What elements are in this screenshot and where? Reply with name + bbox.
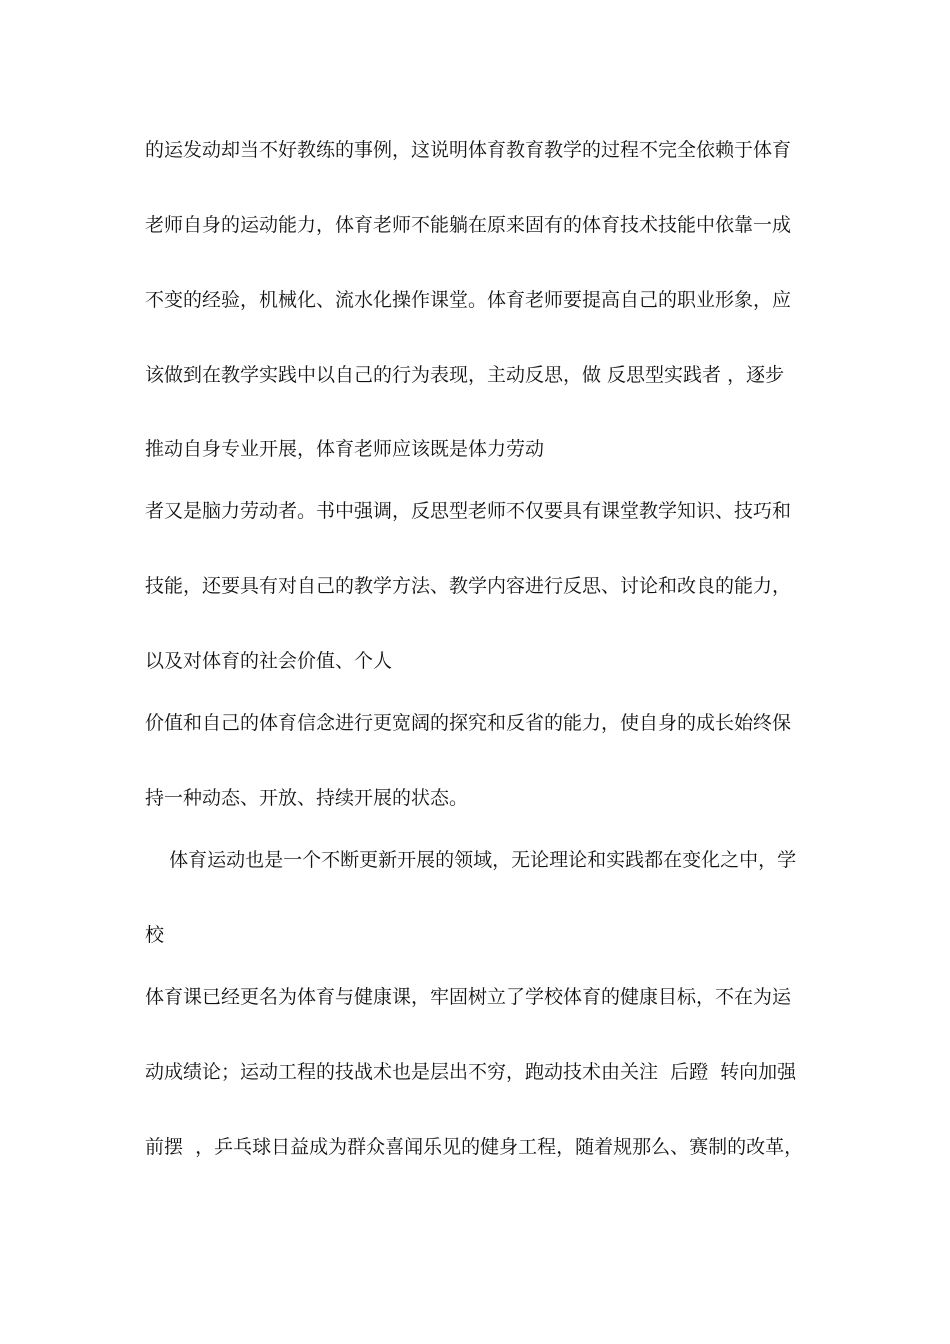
text-line: 校: [145, 924, 165, 946]
text-line: 技能，还要具有对自己的教学方法、教学内容进行反思、讨论和改良的能力，: [145, 575, 792, 597]
text-line: 该做到在教学实践中以自己的行为表现，主动反思，做 反思型实践者 ，逐步: [145, 364, 785, 386]
text-line: 体育课已经更名为体育与健康课，牢固树立了学校体育的健康目标，不在为运: [145, 986, 792, 1008]
text-line: 以及对体育的社会价值、个人: [145, 650, 393, 672]
text-line: 持一种动态、开放、持续开展的状态。: [145, 787, 469, 809]
text-line: 前摆 ，乒乓球日益成为群众喜闻乐见的健身工程，随着规那么、赛制的改革，: [145, 1136, 804, 1158]
text-line: 者又是脑力劳动者。书中强调，反思型老师不仅要具有课堂教学知识、技巧和: [145, 500, 792, 522]
text-line: 价值和自己的体育信念进行更宽阔的探究和反省的能力，使自身的成长始终保: [145, 712, 792, 734]
text-line: 推动自身专业开展，体育老师应该既是体力劳动: [145, 438, 545, 460]
text-line: 老师自身的运动能力，体育老师不能躺在原来固有的体育技术技能中依靠一成: [145, 214, 792, 236]
text-line: 的运发动却当不好教练的事例，这说明体育教育教学的过程不完全依赖于体育: [145, 139, 792, 161]
text-line: 动成绩论；运动工程的技战术也是层出不穷，跑动技术由关注 后蹬 转向加强: [145, 1061, 797, 1083]
text-line: 不变的经验，机械化、流水化操作课堂。体育老师要提高自己的职业形象，应: [145, 289, 792, 311]
paragraph-start-line: 体育运动也是一个不断更新开展的领域，无论理论和实践都在变化之中，学: [145, 849, 797, 871]
